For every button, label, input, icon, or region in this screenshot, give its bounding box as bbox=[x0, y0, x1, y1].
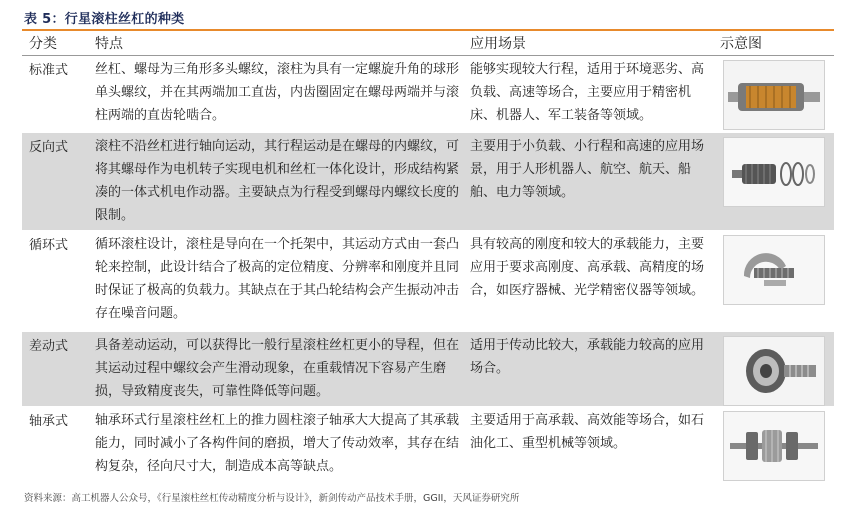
table-row bbox=[22, 332, 834, 407]
row-features: 滚柱不沿丝杠进行轴向运动，其行程运动是在螺母的内螺纹，可将其螺母作为电机转子实现电机和丝杠一体化设计，形成结构紧凑的一体式机电作动器。主要缺点为行程受到螺母内螺纹长度的限制。 bbox=[88, 133, 463, 231]
row-features: 轴承环式行星滚柱丝杠上的推力圆柱滚子轴承大大提高了其承载能力，同时减小了各构件间的磨损，增大了传动效率，其存在结构复杂，径向尺寸大，制造成本高等缺点。 bbox=[88, 407, 463, 483]
recirculating-roller-screw-image bbox=[723, 235, 825, 305]
source-note: 资料来源：高工机器人公众号，《行星滚柱丝杠传动精度分析与设计》，新剑传动产品技术手册，GGII，天风证券研究所 bbox=[24, 493, 520, 504]
row-applications: 主要用于小负载、小行程和高速的应用场景，用于人形机器人、航空、航天、船舶、电力等领域。 bbox=[463, 133, 713, 231]
row-category: 标准式 bbox=[22, 56, 88, 133]
inverted-roller-screw-image bbox=[723, 137, 825, 207]
header-row bbox=[22, 31, 834, 56]
table-row bbox=[22, 231, 834, 332]
row-features: 循环滚柱设计，滚柱是导向在一个托架中，其运动方式由一套凸轮来控制，此设计结合了极高的定位精度、分辨率和刚度并且同时保证了极高的负载力。其缺点在于其凸轮结构会产生振动冲击存在噪音问题。 bbox=[88, 231, 463, 332]
row-applications: 适用于传动比较大，承载能力较高的应用场合。 bbox=[463, 332, 713, 407]
row-applications: 主要适用于高承载、高效能等场合，如石油化工、重型机械等领域。 bbox=[463, 407, 713, 483]
table-title: 表 5：行星滚柱丝杠的种类 bbox=[24, 12, 185, 27]
differential-roller-screw-image bbox=[723, 336, 825, 406]
table-row bbox=[22, 407, 834, 483]
header-applications: 应用场景 bbox=[463, 31, 713, 56]
row-category: 循环式 bbox=[22, 231, 88, 332]
header-features: 特点 bbox=[88, 31, 463, 56]
table-row bbox=[22, 133, 834, 231]
row-category: 反向式 bbox=[22, 133, 88, 231]
header-diagram: 示意图 bbox=[713, 31, 834, 56]
row-category: 轴承式 bbox=[22, 407, 88, 483]
standard-roller-screw-image bbox=[723, 60, 825, 130]
roller-screw-types-table bbox=[22, 31, 834, 483]
table-row bbox=[22, 56, 834, 133]
row-features: 具备差动运动，可以获得比一般行星滚柱丝杠更小的导程，但在其运动过程中螺纹会产生滑动现象，在重载情况下容易产生磨损，导致精度丧失，可靠性降低等问题。 bbox=[88, 332, 463, 407]
row-applications: 能够实现较大行程，适用于环境恶劣、高负载、高速等场合，主要应用于精密机床、机器人、军工装备等领域。 bbox=[463, 56, 713, 133]
bearing-ring-roller-screw-image bbox=[723, 411, 825, 481]
row-applications: 具有较高的刚度和较大的承载能力，主要应用于要求高刚度、高承载、高精度的场合，如医疗器械、光学精密仪器等领域。 bbox=[463, 231, 713, 332]
header-category: 分类 bbox=[22, 31, 88, 56]
row-category: 差动式 bbox=[22, 332, 88, 407]
row-features: 丝杠、螺母为三角形多头螺纹，滚柱为具有一定螺旋升角的球形单头螺纹，并在其两端加工直齿，内齿圈固定在螺母两端并与滚柱两端的直齿轮啮合。 bbox=[88, 56, 463, 133]
